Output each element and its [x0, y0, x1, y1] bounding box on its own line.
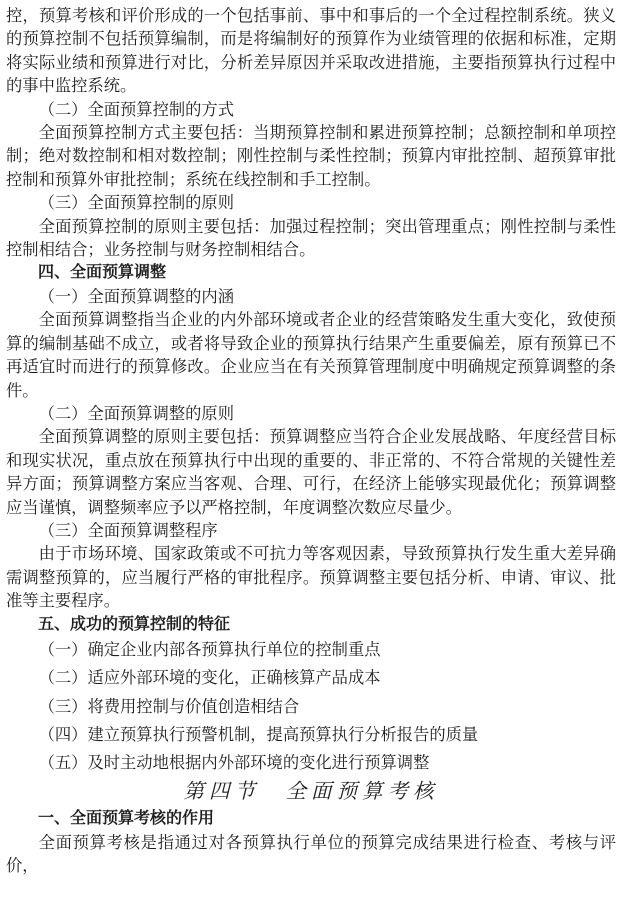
subheading-adjustment-connotation: （一）全面预算调整的内涵 — [38, 286, 234, 306]
subheading-adjustment-principles: （二）全面预算调整的原则 — [38, 403, 234, 423]
list-item-feature-2: （二）适应外部环境的变化，正确核算产品成本 — [38, 668, 381, 688]
list-item-feature-5: （五）及时主动地根据内外部环境的变化进行预算调整 — [38, 753, 430, 773]
list-item-feature-1: （一）确定企业内部各预算执行单位的控制重点 — [38, 639, 381, 659]
paragraph-adjustment-procedure: 由于市场环境、国家政策或不可抗力等客观因素，导致预算执行发生重大差异确需调整预算的，应当履行严格的审批程序。预算调整主要包括分析、申请、审议、批准等主要程序。 — [6, 544, 616, 611]
paragraph-adjustment-principles: 全面预算调整的原则主要包括：预算调整应当符合企业发展战略、年度经营目标和现实状况，重点放在预算执行中出现的重要的、非正常的、不符合常规的关键性差异方面；预算调整方案应当客观、合理、可行，在经济上能够实现最优化；预算调整应当谨慎，调整频率应予以严格控制，年度调整次数应尽量少。 — [6, 427, 616, 517]
paragraph-adjustment-connotation: 全面预算调整指当企业的内外部环境或者企业的经营策略发生重大变化，致使预算的编制基础不成立，或者将导致企业的预算执行结果产生重要偏差，原有预算已不再适宜时而进行的预算修改。企业应当在有关预算管理制度中明确规定预算调整的条件。 — [6, 310, 616, 400]
subheading-budget-control-principles: （三）全面预算控制的原则 — [38, 193, 234, 213]
paragraph-assessment-role: 全面预算考核是指通过对各预算执行单位的预算完成结果进行检查、考核与评价， — [6, 832, 616, 876]
heading-budget-adjustment: 四、全面预算调整 — [38, 264, 167, 282]
paragraph-budget-control-principles: 全面预算控制的原则主要包括：加强过程控制；突出管理重点；刚性控制与柔性控制相结合；业务控制与财务控制相结合。 — [6, 216, 616, 260]
section-title-budget-assessment: 第四节 全面预算考核 — [183, 781, 439, 804]
subheading-budget-control-methods: （二）全面预算控制的方式 — [38, 99, 234, 119]
heading-assessment-role: 一、全面预算考核的作用 — [38, 810, 215, 828]
subheading-adjustment-procedure: （三）全面预算调整程序 — [38, 520, 218, 540]
paragraph-budget-control-definition: 控，预算考核和评价形成的一个包括事前、事中和事后的一个全过程控制系统。狭义的预算控制不包括预算编制，而是将编制好的预算作为业绩管理的依据和标准，定期将实际业绩和预算进行对比，分析差异原因并采取改进措施，主要指预算执行过程中的事中监控系统。 — [6, 6, 616, 96]
paragraph-budget-control-methods: 全面预算控制方式主要包括：当期预算控制和累进预算控制；总额控制和单项控制；绝对数控制和相对数控制；刚性控制与柔性控制；预算内审批控制、超预算审批控制和预算外审批控制；系统在线控制和手工控制。 — [6, 123, 616, 189]
list-item-feature-4: （四）建立预算执行预警机制，提高预算执行分析报告的质量 — [38, 724, 479, 744]
heading-successful-control-features: 五、成功的预算控制的特征 — [38, 615, 231, 633]
list-item-feature-3: （三）将费用控制与价值创造相结合 — [38, 696, 300, 716]
